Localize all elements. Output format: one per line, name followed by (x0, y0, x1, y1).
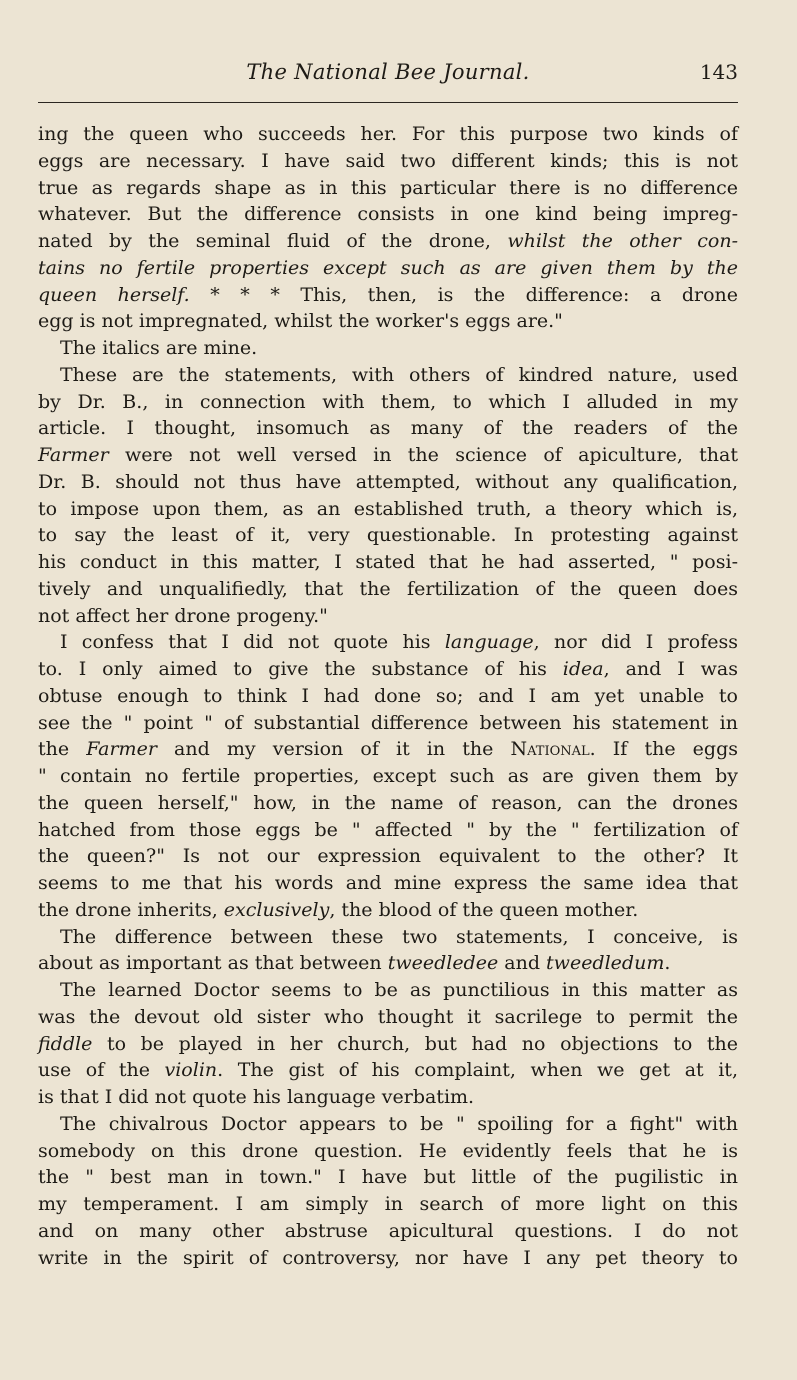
text-line (38, 1057, 738, 1084)
text-line: the " best man in town." I have but little of the pugilistic in (38, 1166, 738, 1189)
italic-run: whilst the other con- (507, 230, 738, 252)
text-run: to. I only aimed to give the substance of his (38, 658, 547, 680)
text-line (38, 255, 738, 282)
text-line: " contain no fertile properties, except such as are given them by (38, 765, 738, 787)
text-line: and on many other abstruse apicultural questions. I do not (38, 1219, 738, 1242)
text-run: * * * This, then, is the difference: a drone (210, 283, 739, 306)
text-line (38, 629, 738, 656)
text-line: the queen herself," how, in the name of reason, can the drones (38, 791, 738, 814)
text-run: about as important as that between (38, 952, 382, 975)
text-run: . (664, 952, 671, 975)
text-line: somebody on this drone question. He evidently feels that he is (38, 1139, 738, 1162)
text-line (38, 736, 738, 763)
italic-run: fiddle (38, 1032, 93, 1055)
text-line (38, 656, 738, 683)
paragraph (38, 1111, 738, 1272)
text-line (38, 1031, 738, 1058)
text-line: The learned Doctor seems to be as punctilious in this matter as (60, 979, 738, 1001)
italic-run: language (444, 631, 534, 654)
text-line: These are the statements, with others of kindred nature, used (60, 363, 738, 386)
text-run: and my version of it in the (174, 738, 494, 761)
text-line: write in the spirit of controversy, nor have I any pet theory to (38, 1246, 738, 1269)
text-line: Dr. B. should not thus have attempted, without any qualification, (38, 470, 738, 493)
text-line: was the devout old sister who thought it sacrilege to permit the (38, 1005, 738, 1028)
paragraph (38, 977, 738, 1111)
page-number: 143 (699, 60, 738, 84)
text-line: his conduct in this matter, I stated that he had asserted, " posi- (38, 551, 738, 573)
text-line (38, 228, 738, 255)
text-line (38, 442, 738, 469)
page-header (38, 56, 738, 90)
italic-run: violin (164, 1059, 218, 1082)
text-run: use of the (38, 1059, 150, 1082)
header-rule (38, 102, 738, 103)
text-line: The chivalrous Doctor appears to be " spoiling for a fight" with (60, 1112, 738, 1135)
italic-run: Farmer (86, 738, 157, 761)
text-line: article. I thought, insomuch as many of the readers of the (38, 417, 738, 440)
text-line: my temperament. I am simply in search of more light on this (38, 1193, 738, 1215)
text-line: ing the queen who succeeds her. For this purpose two kinds of (38, 123, 738, 145)
text-run: , nor did I profess (533, 631, 739, 654)
small-caps-run: National (510, 738, 590, 761)
text-line: whatever. But the difference consists in one kind being impreg- (38, 203, 738, 226)
paragraph (38, 629, 738, 923)
text-line: the queen?" Is not our expression equivalent to the other? It (38, 845, 738, 868)
text-run: the drone inherits, (38, 898, 218, 921)
text-run: to be played in her church, but had no objections to the (106, 1032, 739, 1055)
italic-run: queen herself. (38, 283, 190, 306)
text-run: . The gist of his complaint, when we get at it, (217, 1059, 738, 1082)
paragraph (38, 924, 738, 978)
text-line: true as regards shape as in this particular there is no difference (38, 176, 738, 199)
text-line: tively and unqualifiedly, that the fertilization of the queen does (38, 577, 738, 600)
text-run: . If the eggs (589, 738, 739, 761)
italic-run: tweedledum (546, 952, 665, 975)
text-line: to impose upon them, as an established truth, a theory which is, (38, 497, 738, 520)
text-line: seems to me that his words and mine express the same idea that (38, 872, 738, 894)
italic-run: exclusively (223, 898, 330, 921)
article-body (38, 121, 738, 1271)
italic-run: tains no fertile properties except such as are given them by the (38, 256, 738, 279)
text-run: , the blood of the queen mother. (329, 898, 639, 921)
running-title: The National Bee Journal. (246, 60, 530, 84)
text-line: see the " point " of substantial difference between his statement in (38, 711, 738, 734)
text-line: is that I did not quote his language verbatim. (38, 1086, 475, 1108)
text-line: not affect her drone progeny." (38, 604, 328, 627)
italic-run: idea (562, 658, 604, 680)
text-run: I confess that I did not quote his (60, 631, 431, 654)
text-run: nated by the seminal fluid of the drone, (38, 230, 491, 252)
text-line: by Dr. B., in connection with them, to which I alluded in my (38, 390, 738, 413)
text-line: to say the least of it, very questionable. In protesting against (38, 524, 738, 547)
text-run: and (504, 952, 540, 975)
text-line (38, 897, 738, 924)
text-run: were not well versed in the science of apiculture, that (124, 444, 738, 466)
text-line: The difference between these two statements, I conceive, is (60, 925, 738, 948)
text-run: , and I was (603, 658, 738, 680)
text-line: The italics are mine. (60, 337, 258, 359)
text-run: the (38, 738, 70, 761)
paragraph (38, 335, 738, 362)
italic-run: tweedledee (387, 952, 499, 975)
text-line (38, 282, 738, 309)
text-line: eggs are necessary. I have said two different kinds; this is not (38, 149, 738, 172)
text-line (38, 950, 738, 977)
paragraph (38, 121, 738, 335)
text-line: egg is not impregnated, whilst the worker's eggs are." (38, 310, 563, 333)
text-line: hatched from those eggs be " affected " by the " fertilization of (38, 818, 738, 841)
italic-run: Farmer (38, 444, 109, 466)
paragraph (38, 362, 738, 630)
text-line: obtuse enough to think I had done so; and I am yet unable to (38, 684, 738, 707)
